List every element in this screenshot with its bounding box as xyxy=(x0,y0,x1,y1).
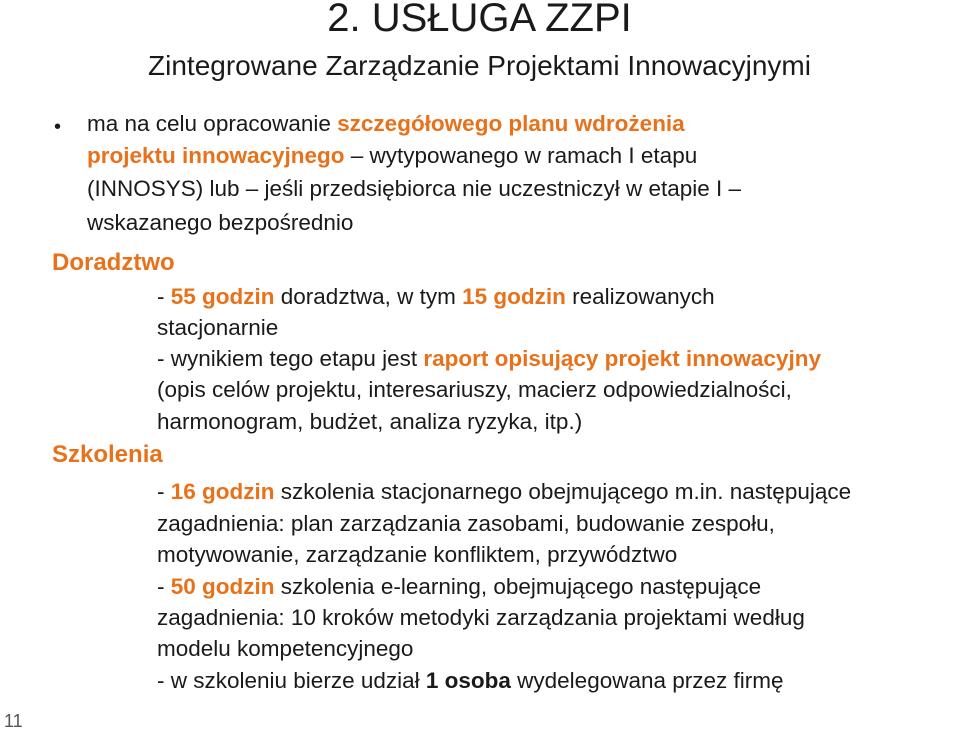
doradztwo-line-4: (opis celów projektu, interesariuszy, macierz odpowiedzialności, xyxy=(157,377,792,402)
szkolenia-line-6: modelu kompetencyjnego xyxy=(157,636,414,661)
intro-line-3: (INNOSYS) lub – jeśli przedsiębiorca nie uczestniczył w etapie I – xyxy=(87,176,742,201)
highlight-text: raport opisujący projekt innowacyjny xyxy=(423,346,821,371)
intro-line-2: projektu innowacyjnego – wytypowanego w ramach I etapu xyxy=(87,143,698,168)
szkolenia-line-1: - 16 godzin szkolenia stacjonarnego obejmującego m.in. następujące xyxy=(157,479,852,504)
section-heading-doradztwo: Doradztwo xyxy=(52,249,175,276)
slide-number: 11 xyxy=(4,711,23,731)
slide-title: 2. USŁUGA ZZPI xyxy=(327,0,632,40)
slide-subtitle: Zintegrowane Zarządzanie Projektami Innowacyjnymi xyxy=(148,50,811,81)
doradztwo-line-1: - 55 godzin doradztwa, w tym 15 godzin realizowanych xyxy=(157,284,715,309)
doradztwo-line-5: harmonogram, budżet, analiza ryzyka, itp.) xyxy=(157,409,583,434)
intro-line-1: ma na celu opracowanie szczegółowego planu wdrożenia xyxy=(87,111,685,136)
highlight-text: 16 godzin xyxy=(170,479,275,504)
doradztwo-line-2: stacjonarnie xyxy=(157,315,279,340)
highlight-text: 15 godzin xyxy=(462,284,566,309)
highlight-text: projektu innowacyjnego xyxy=(87,143,345,168)
highlight-text: 55 godzin xyxy=(170,284,275,309)
bullet-dot-icon: • xyxy=(54,116,62,138)
intro-line-4: wskazanego bezpośrednio xyxy=(87,210,354,235)
doradztwo-line-3: - wynikiem tego etapu jest raport opisujący projekt innowacyjny xyxy=(157,346,821,371)
szkolenia-line-7: - w szkoleniu bierze udział 1 osoba wydelegowana przez firmę xyxy=(157,668,784,693)
bold-text: 1 osoba xyxy=(425,668,511,693)
highlight-text: szczegółowego planu wdrożenia xyxy=(337,111,685,136)
szkolenia-line-3: motywowanie, zarządzanie konfliktem, przywództwo xyxy=(157,542,678,567)
highlight-text: 50 godzin xyxy=(170,574,275,599)
section-heading-szkolenia: Szkolenia xyxy=(52,441,163,468)
szkolenia-line-4: - 50 godzin szkolenia e-learning, obejmującego następujące xyxy=(157,574,762,599)
szkolenia-line-5: zagadnienia: 10 kroków metodyki zarządzania projektami według xyxy=(157,605,805,630)
szkolenia-line-2: zagadnienia: plan zarządzania zasobami, budowanie zespołu, xyxy=(157,511,775,536)
